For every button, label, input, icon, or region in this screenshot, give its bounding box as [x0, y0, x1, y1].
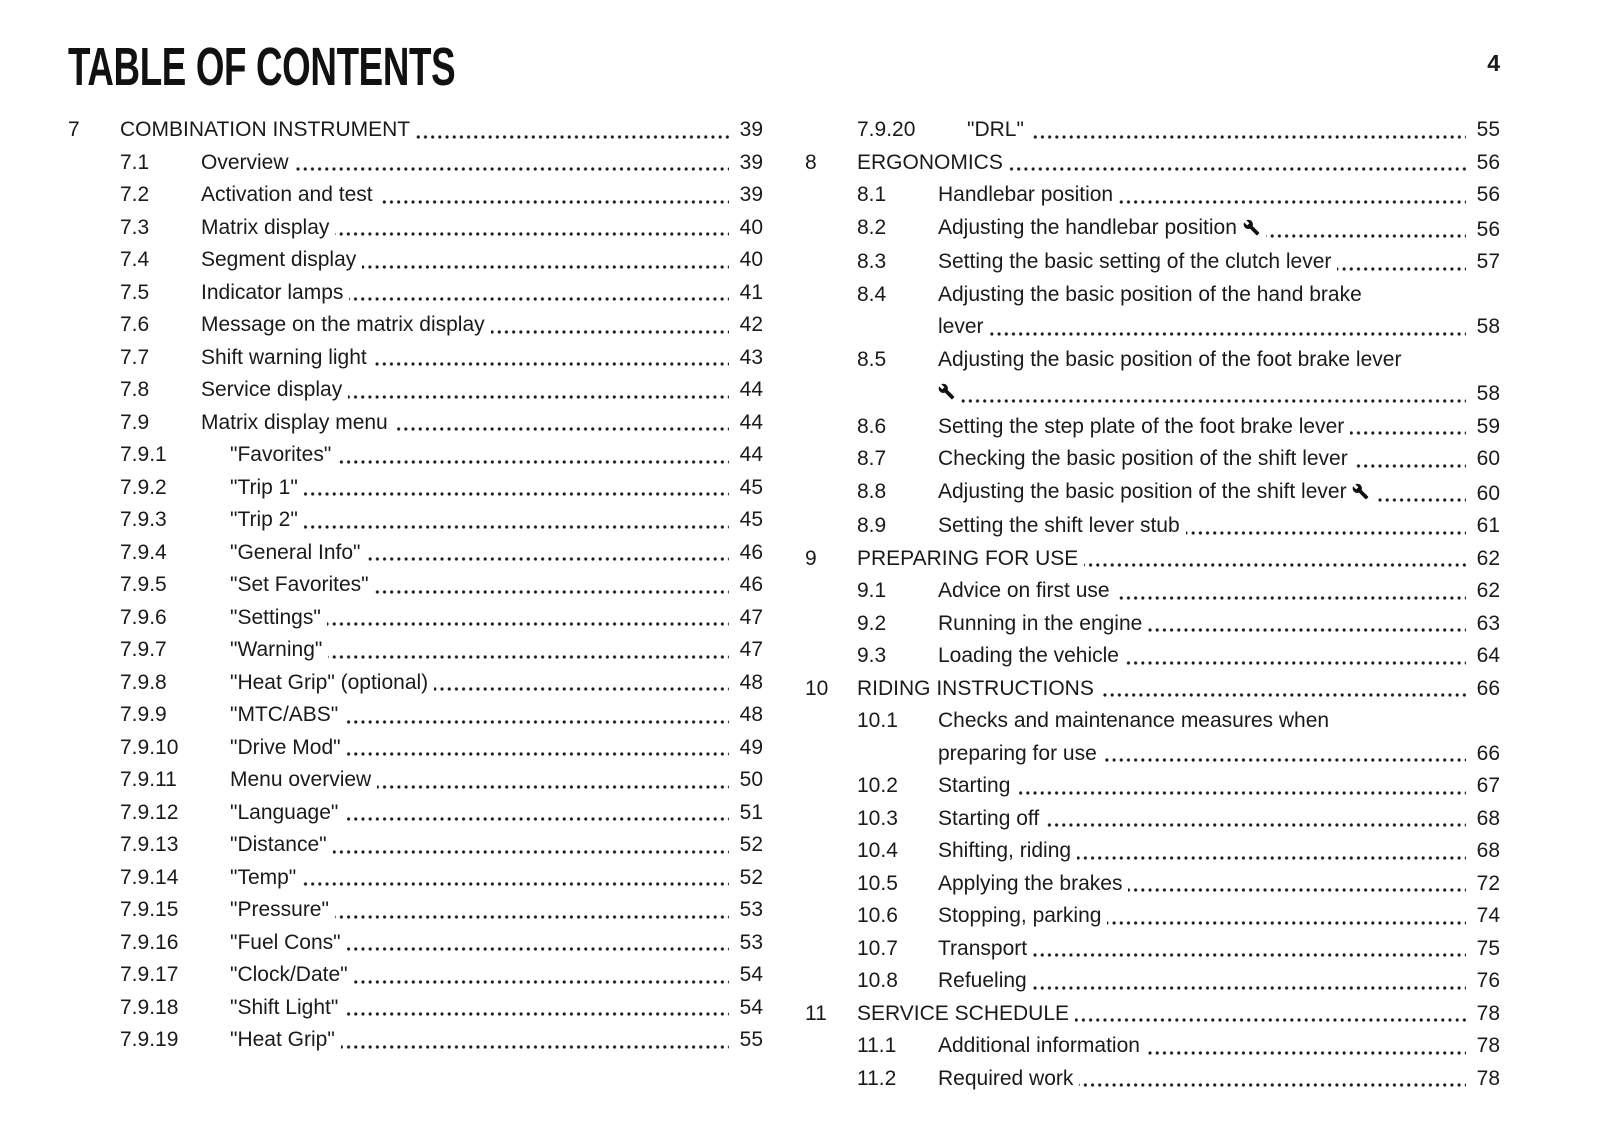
- toc-entry-number: 8.3: [857, 250, 887, 273]
- toc-entry: [805, 1063, 1500, 1096]
- toc-entry-number: 7.9: [120, 410, 150, 434]
- toc-entry-title: Matrix display menu: [201, 411, 394, 434]
- toc-entry: [805, 344, 1500, 411]
- toc-entry-number: 10.8: [857, 969, 898, 992]
- toc-entry-number: 7.9.19: [120, 1028, 179, 1051]
- toc-entry-page: 66: [1466, 738, 1500, 771]
- toc-entry-title: Adjusting the basic position of the hand brake lever: [938, 283, 1368, 339]
- toc-entry: [68, 667, 763, 700]
- toc: [68, 114, 1500, 1095]
- toc-entry-page: 54: [729, 959, 763, 992]
- toc-entry-body: [230, 829, 763, 862]
- toc-entry-body: [938, 803, 1500, 836]
- toc-entry: [68, 829, 763, 862]
- toc-entry: [68, 1024, 763, 1057]
- toc-entry-title: "MTC/ABS": [230, 703, 344, 726]
- toc-entry-body: [938, 933, 1500, 966]
- toc-entry-page: 46: [729, 569, 763, 602]
- toc-entry-page: 46: [729, 537, 763, 570]
- toc-entry-body: [230, 862, 763, 895]
- toc-entry-number: 8.9: [857, 514, 887, 537]
- toc-entry-title: "Drive Mod": [230, 736, 347, 759]
- toc-entry-title: Stopping, parking: [938, 904, 1107, 927]
- toc-entry-number: 9.1: [857, 579, 887, 602]
- toc-entry: [68, 699, 763, 732]
- toc-entry-page: 45: [729, 472, 763, 505]
- toc-entry-body: [230, 667, 763, 700]
- toc-entry-title: Service display: [201, 378, 348, 401]
- toc-entry-body: [120, 114, 763, 147]
- toc-entry-title: "Language": [230, 801, 344, 824]
- toc-entry-title: "Temp": [230, 866, 302, 889]
- toc-entry: [805, 443, 1500, 476]
- toc-entry-page: 68: [1466, 835, 1500, 868]
- toc-entry: [805, 179, 1500, 212]
- toc-entry-page: 39: [729, 114, 763, 147]
- toc-entry-number: 9.2: [857, 611, 887, 635]
- toc-entry-page: 39: [729, 179, 763, 212]
- toc-entry-body: [230, 504, 763, 537]
- toc-entry-page: 41: [729, 277, 763, 310]
- toc-entry-title: "Distance": [230, 833, 333, 856]
- toc-entry: [68, 342, 763, 375]
- toc-entry: [68, 894, 763, 927]
- toc-entry-number: 8.7: [857, 447, 887, 470]
- toc-entry-page: 53: [729, 927, 763, 960]
- toc-entry-number: 10: [805, 676, 829, 700]
- toc-entry-body: [938, 443, 1500, 476]
- toc-entry: [68, 927, 763, 960]
- toc-entry: [805, 575, 1500, 608]
- toc-entry-body: [938, 212, 1500, 247]
- toc-entry: [68, 862, 763, 895]
- toc-entry-number: 7.9.4: [120, 540, 167, 564]
- toc-entry-number: 7.9.10: [120, 735, 179, 759]
- toc-entry-title: "Trip 1": [230, 476, 304, 499]
- toc-entry-page: 56: [1466, 214, 1500, 247]
- toc-entry-page: 40: [729, 212, 763, 245]
- toc-entry-body: [201, 147, 763, 180]
- toc-entry-page: 67: [1466, 770, 1500, 803]
- toc-entry-title: "Clock/Date": [230, 963, 354, 986]
- toc-entry-body: [857, 147, 1500, 180]
- toc-entry: [68, 244, 763, 277]
- toc-entry: [805, 933, 1500, 966]
- toc-entry-number: 10.2: [857, 774, 898, 797]
- toc-entry-title: ERGONOMICS: [857, 151, 1009, 174]
- toc-entry-page: 60: [1466, 478, 1500, 511]
- toc-entry-body: [938, 476, 1500, 511]
- toc-entry-body: [230, 472, 763, 505]
- toc-entry: [805, 476, 1500, 511]
- toc-entry-number: 8.8: [857, 479, 887, 503]
- wrench-icon: [938, 378, 955, 411]
- toc-entry-body: [230, 894, 763, 927]
- toc-entry: [68, 569, 763, 602]
- toc-entry-number: 11: [805, 1001, 827, 1025]
- toc-entry-number: 7: [68, 118, 80, 141]
- toc-entry: [805, 510, 1500, 543]
- toc-entry-number: 8.6: [857, 414, 887, 438]
- toc-entry-page: 48: [729, 667, 763, 700]
- toc-entry: [805, 411, 1500, 444]
- toc-entry-title: Setting the step plate of the foot brake lever: [938, 415, 1350, 438]
- toc-entry: [68, 732, 763, 765]
- toc-entry-number: 7.9.13: [120, 833, 179, 856]
- toc-entry: [805, 868, 1500, 901]
- toc-entry-number: 10.6: [857, 904, 898, 927]
- toc-entry: [68, 992, 763, 1025]
- toc-entry-page: 66: [1466, 673, 1500, 706]
- toc-entry-number: 7.9.16: [120, 930, 179, 954]
- toc-entry-body: [938, 640, 1500, 673]
- toc-entry-body: [938, 411, 1500, 444]
- toc-entry-title: Activation and test: [201, 183, 379, 206]
- toc-entry: [68, 114, 763, 147]
- toc-entry-number: 7.2: [120, 183, 150, 206]
- toc-entry-page: 59: [1466, 411, 1500, 444]
- toc-entry-page: 78: [1466, 1063, 1500, 1096]
- toc-entry-number: 10.3: [857, 806, 898, 830]
- toc-entry-number: 7.9.18: [120, 995, 179, 1019]
- toc-entry-body: [230, 959, 763, 992]
- toc-entry-title: Shifting, riding: [938, 839, 1077, 862]
- toc-entry-page: 50: [729, 764, 763, 797]
- toc-entry-body: [230, 699, 763, 732]
- toc-entry-body: [938, 575, 1500, 608]
- toc-entry-page: 75: [1466, 933, 1500, 966]
- toc-entry-number: 8.5: [857, 347, 887, 371]
- toc-entry-body: [967, 114, 1500, 147]
- toc-entry-title: Checking the basic position of the shift lever: [938, 447, 1354, 470]
- toc-entry-number: 7.9.6: [120, 605, 167, 629]
- toc-entry: [68, 374, 763, 407]
- toc-entry-title: Starting off: [938, 807, 1045, 830]
- wrench-icon: [1352, 478, 1369, 511]
- toc-entry-page: 55: [1466, 114, 1500, 147]
- toc-entry-title: Transport: [938, 937, 1033, 960]
- toc-entry-body: [230, 537, 763, 570]
- toc-entry-body: [938, 868, 1500, 901]
- toc-entry: [68, 212, 763, 245]
- toc-entry-title: Message on the matrix display: [201, 313, 491, 336]
- toc-entry-number: 7.5: [120, 280, 150, 304]
- toc-entry-page: 54: [729, 992, 763, 1025]
- toc-entry-title: Indicator lamps: [201, 281, 349, 304]
- toc-entry-title: COMBINATION INSTRUMENT: [120, 118, 416, 141]
- page-title: TABLE OF CONTENTS: [68, 37, 456, 97]
- toc-entry-body: [938, 770, 1500, 803]
- toc-entry: [805, 212, 1500, 247]
- toc-entry-page: 51: [729, 797, 763, 830]
- toc-entry-page: 43: [729, 342, 763, 375]
- toc-entry-page: 49: [729, 732, 763, 765]
- toc-entry-number: 7.9.15: [120, 898, 179, 921]
- toc-entry-page: 62: [1466, 543, 1500, 576]
- toc-entry-body: [230, 797, 763, 830]
- toc-entry-page: 62: [1466, 575, 1500, 608]
- toc-entry: [68, 504, 763, 537]
- toc-entry-page: 64: [1466, 640, 1500, 673]
- toc-entry-page: 78: [1466, 998, 1500, 1031]
- toc-entry-title: "Heat Grip": [230, 1028, 341, 1051]
- toc-entry: [68, 147, 763, 180]
- toc-entry-number: 7.6: [120, 313, 150, 336]
- toc-entry: [805, 803, 1500, 836]
- toc-entry-number: 7.9.14: [120, 865, 179, 889]
- toc-entry-body: [938, 179, 1500, 212]
- toc-entry: [68, 959, 763, 992]
- toc-entry-title: "Warning": [230, 638, 328, 661]
- toc-entry-body: [201, 374, 763, 407]
- toc-entry-page: 56: [1466, 147, 1500, 180]
- toc-entry-body: [230, 764, 763, 797]
- toc-entry-title: Matrix display: [201, 216, 335, 239]
- toc-entry-number: 7.9.5: [120, 573, 167, 596]
- toc-entry: [805, 835, 1500, 868]
- toc-entry-page: 57: [1466, 246, 1500, 279]
- toc-entry-body: [938, 344, 1500, 411]
- toc-entry: [805, 114, 1500, 147]
- toc-entry: [805, 705, 1500, 770]
- toc-entry-body: [201, 179, 763, 212]
- toc-entry: [68, 407, 763, 440]
- toc-entry-number: 8.4: [857, 282, 887, 306]
- toc-entry: [68, 179, 763, 212]
- toc-entry-page: 47: [729, 602, 763, 635]
- toc-entry: [68, 634, 763, 667]
- toc-entry-body: [230, 992, 763, 1025]
- toc-entry-title: "General Info": [230, 541, 366, 564]
- toc-entry-number: 10.7: [857, 936, 898, 960]
- toc-entry-number: 7.9.2: [120, 475, 167, 499]
- toc-entry-page: 60: [1466, 443, 1500, 476]
- toc-entry-number: 9: [805, 546, 817, 570]
- toc-entry-body: [230, 602, 763, 635]
- toc-entry-number: 8.1: [857, 183, 887, 206]
- toc-entry-number: 7.9.9: [120, 703, 167, 726]
- toc-entry-title: Adjusting the basic position of the shift lever: [938, 480, 1375, 503]
- toc-entry-title: Adjusting the basic position of the foot brake lever: [938, 348, 1413, 404]
- toc-entry-page: 48: [729, 699, 763, 732]
- toc-entry-page: 53: [729, 894, 763, 927]
- toc-entry-body: [201, 342, 763, 375]
- toc-entry-title: Applying the brakes: [938, 872, 1128, 895]
- toc-entry: [68, 537, 763, 570]
- toc-entry-body: [230, 439, 763, 472]
- toc-entry: [68, 439, 763, 472]
- toc-entry-title: "Trip 2": [230, 508, 304, 531]
- toc-entry-page: 45: [729, 504, 763, 537]
- toc-entry: [68, 277, 763, 310]
- toc-entry-body: [938, 608, 1500, 641]
- toc-entry-title: Additional information: [938, 1034, 1146, 1057]
- toc-entry-body: [201, 277, 763, 310]
- toc-entry-title: "Favorites": [230, 443, 337, 466]
- toc-entry-page: 74: [1466, 900, 1500, 933]
- toc-entry-page: 78: [1466, 1030, 1500, 1063]
- toc-entry-title: Handlebar position: [938, 183, 1119, 206]
- toc-entry-number: 10.5: [857, 871, 898, 895]
- toc-entry-title: Setting the basic setting of the clutch lever: [938, 250, 1337, 273]
- toc-entry-body: [857, 998, 1500, 1031]
- toc-entry-page: 68: [1466, 803, 1500, 836]
- toc-entry-title: Starting: [938, 774, 1016, 797]
- toc-entry-number: 11.1: [857, 1034, 897, 1057]
- toc-entry-body: [201, 212, 763, 245]
- toc-entry-title: Checks and maintenance measures when preparing for use: [938, 709, 1335, 765]
- toc-entry-page: 58: [1466, 378, 1500, 411]
- toc-entry-page: 52: [729, 829, 763, 862]
- toc-entry-page: 61: [1466, 510, 1500, 543]
- toc-entry-page: 40: [729, 244, 763, 277]
- toc-column-right: [805, 114, 1500, 1095]
- toc-entry-number: 7.9.17: [120, 963, 179, 986]
- toc-entry: [805, 900, 1500, 933]
- toc-entry-body: [201, 407, 763, 440]
- toc-entry-number: 7.4: [120, 248, 150, 271]
- toc-entry-body: [230, 732, 763, 765]
- toc-entry-number: 7.9.7: [120, 638, 167, 661]
- toc-entry: [68, 472, 763, 505]
- toc-entry-title: Running in the engine: [938, 612, 1148, 635]
- page-number: 4: [1487, 50, 1500, 76]
- toc-entry-page: 72: [1466, 868, 1500, 901]
- toc-entry-body: [938, 835, 1500, 868]
- toc-entry-title: "Shift Light": [230, 996, 344, 1019]
- toc-entry-title: Loading the vehicle: [938, 644, 1125, 667]
- toc-entry-title: Overview: [201, 151, 295, 174]
- toc-entry-title: Setting the shift lever stub: [938, 514, 1186, 537]
- toc-entry-page: 58: [1466, 311, 1500, 344]
- toc-entry-title: "Pressure": [230, 898, 335, 921]
- toc-entry-body: [938, 510, 1500, 543]
- toc-entry-body: [201, 244, 763, 277]
- toc-entry-number: 10.4: [857, 839, 898, 862]
- toc-entry-title: Menu overview: [230, 768, 377, 791]
- toc-entry: [805, 965, 1500, 998]
- toc-entry-body: [201, 309, 763, 342]
- toc-entry-body: [230, 927, 763, 960]
- toc-entry: [805, 640, 1500, 673]
- toc-entry: [805, 673, 1500, 706]
- toc-entry-page: 55: [729, 1024, 763, 1057]
- toc-entry: [805, 1030, 1500, 1063]
- toc-entry-number: 7.3: [120, 215, 150, 239]
- toc-entry: [805, 543, 1500, 576]
- toc-entry-title: "Settings": [230, 606, 327, 629]
- toc-entry-title: Required work: [938, 1067, 1079, 1090]
- toc-entry-body: [230, 1024, 763, 1057]
- toc-entry: [805, 279, 1500, 344]
- toc-entry: [805, 998, 1500, 1031]
- toc-entry-number: 8: [805, 150, 817, 174]
- toc-entry-body: [938, 246, 1500, 279]
- toc-entry: [68, 602, 763, 635]
- toc-entry-title: Advice on first use: [938, 579, 1116, 602]
- wrench-icon: [1243, 214, 1260, 247]
- toc-entry-page: 52: [729, 862, 763, 895]
- toc-entry-body: [938, 279, 1500, 344]
- toc-entry-title: Adjusting the handlebar position: [938, 216, 1266, 239]
- toc-entry-page: 44: [729, 407, 763, 440]
- toc-entry: [68, 309, 763, 342]
- toc-entry-title: "Heat Grip" (optional): [230, 671, 434, 694]
- toc-entry-title: Refueling: [938, 969, 1033, 992]
- toc-entry-number: 8.2: [857, 215, 887, 239]
- toc-entry-number: 7.1: [120, 150, 150, 174]
- toc-entry-page: 63: [1466, 608, 1500, 641]
- toc-entry-number: 9.3: [857, 644, 887, 667]
- toc-entry: [805, 770, 1500, 803]
- toc-entry-title: RIDING INSTRUCTIONS: [857, 677, 1100, 700]
- toc-entry-number: 10.1: [857, 709, 898, 732]
- toc-entry-number: 7.9.12: [120, 800, 179, 824]
- toc-entry-page: 42: [729, 309, 763, 342]
- toc-entry-body: [230, 569, 763, 602]
- toc-entry-body: [938, 965, 1500, 998]
- toc-entry-number: 7.7: [120, 345, 150, 369]
- toc-entry-page: 56: [1466, 179, 1500, 212]
- toc-entry: [805, 147, 1500, 180]
- toc-entry-body: [938, 705, 1500, 770]
- toc-entry-body: [938, 1030, 1500, 1063]
- toc-entry-number: 7.9.20: [857, 118, 916, 141]
- toc-entry-number: 7.8: [120, 378, 150, 401]
- toc-entry-title: "Set Favorites": [230, 573, 375, 596]
- toc-entry: [68, 764, 763, 797]
- toc-entry-body: [230, 634, 763, 667]
- toc-entry-number: 7.9.8: [120, 670, 167, 694]
- toc-entry-title: Segment display: [201, 248, 362, 271]
- toc-entry-number: 7.9.3: [120, 508, 167, 531]
- toc-entry: [805, 608, 1500, 641]
- toc-entry-number: 11.2: [857, 1066, 897, 1090]
- toc-entry-body: [938, 1063, 1500, 1096]
- toc-entry-title: Shift warning light: [201, 346, 373, 369]
- toc-entry-page: 47: [729, 634, 763, 667]
- toc-entry-body: [857, 673, 1500, 706]
- toc-entry-page: 39: [729, 147, 763, 180]
- toc-entry-page: 76: [1466, 965, 1500, 998]
- toc-entry-page: 44: [729, 374, 763, 407]
- toc-entry-title: SERVICE SCHEDULE: [857, 1002, 1075, 1025]
- toc-entry: [805, 246, 1500, 279]
- toc-entry-number: 7.9.1: [120, 443, 167, 466]
- toc-entry-body: [857, 543, 1500, 576]
- toc-entry-page: 44: [729, 439, 763, 472]
- toc-column-left: [68, 114, 763, 1095]
- toc-entry-title: PREPARING FOR USE: [857, 547, 1084, 570]
- toc-entry-body: [938, 900, 1500, 933]
- toc-entry-title: "DRL": [967, 118, 1030, 141]
- toc-entry-title: "Fuel Cons": [230, 931, 347, 954]
- toc-entry-number: 7.9.11: [120, 768, 177, 791]
- toc-entry: [68, 797, 763, 830]
